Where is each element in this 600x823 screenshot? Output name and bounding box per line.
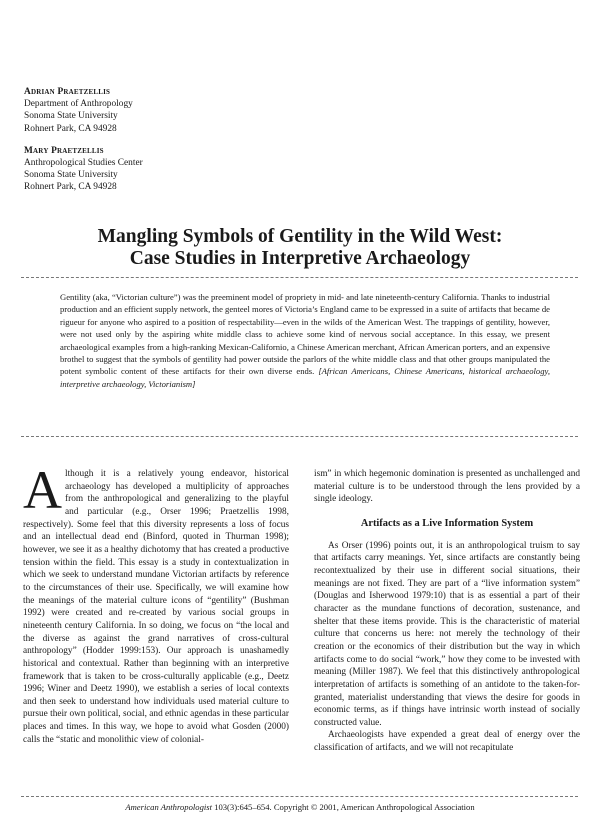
page-footer [0,802,600,812]
abstract-bottom-divider [21,436,578,437]
title-line: Mangling Symbols of Gentility in the Wild West: [97,226,503,247]
intro-text: lthough it is a relatively young endeavor, historical archaeology has developed a multiplicity of approaches from the anthropological and generalizing to the playful and particular (e.g., Orser 1996; Praetzellis 1998, respectively). Some feel that this diversity represents a loss of focus and an intellectual dead end (Binford, quoted in Thurman 1998); however, we see it as a healthy dichotomy that has created a productive tension within the field. This essay is a study in contextualization in which we seek to understand mundane Victorian artifacts by reference to the circumstances of their use. Specifically, we will examine how the meanings of the material culture icons of “gentility” (Bushman 1992) were created and re-created by various social groups in nineteenth century California. In so doing, we focus on “the local and the diverse as against the grand narratives of cross-cultural anthropology” (Hodder 1999:153). Our approach is unashamedly historical and contextual. Rather than beginning with an interpretive framework that is taken to be cross-culturally applicable (e.g., Deetz 1996; Winer and Deetz 1990), we establish a series of local contexts and then seek to understand how individuals used material culture to pursue their own political, social, and ethnic agendas in these particular places and times. In this way, we hope to avoid what Gosden (2000) calls the “static and monolithic view of colonial- [23,469,289,745]
footer-divider [21,796,578,797]
continued-paragraph: ism” in which hegemonic domination is presented as unchallenged and material culture is to be understood through the lens provided by a single ideology. [314,469,580,505]
abstract [60,291,550,390]
abstract-top-divider [21,277,578,278]
body-paragraph: As Orser (1996) points out, it is an anthropological truism to say that artifacts carry meanings. Yet, since artifacts are constantly being recontextualized by their use in different social situations, their meanings are not fixed. They are part of a “live information system” (Douglas and Isherwood 1979:10) that is as essential a part of their character as the mundane functions of decoration, sustenance, and shelter that these items provide. This is the characteristic of material culture that concerns us here: not merely the technology of their creation or the economics of their distribution but the way in which artifacts come to do social “work,” how they come to be invested with meaning (Miller 1987). We feel that this distinctively anthropological interpretation of artifacts is something of an antidote to the taken-for-granted, materialist understanding that views the desire for goods in economic terms, as if things have intrinsic worth instead of socially constructed value. [314,540,580,728]
body-paragraph: Archaeologists have expended a great deal of energy over the classification of artifacts, and we will not recapitulate [314,730,580,754]
right-column [314,468,580,755]
intro-paragraph [23,460,289,746]
author-list [24,86,324,204]
author-address: Rohnert Park, CA 94928 [24,123,117,134]
author-name: Mary Praetzellis [24,145,104,156]
abstract-body: Gentility (aka, “Victorian culture”) was the preeminent model of propriety in mid- and late nineteenth-century California. Thanks to industrial production and an efficient supply network, the genteel mores of Victoria’s England came to be expressed in a suite of artifacts that became de rigueur for anyone who aspired to a position of respectability—even in the wilds of the American West. The trappings of gentility, however, were not used only by the aspiring white middle class to achieve some kind of nervous social acceptance. In this essay, we present archaeological examples from a high-ranking Mexican-Californio, a Chinese American merchant, African American porters, and an expensive brothel to suggest that the symbols of gentility had power outside the parlors of the white middle class and that other groups manipulated the potent symbolic content of these artifacts for their own diverse ends. [60,292,550,377]
left-column [23,460,289,746]
title-line: Case Studies in Interpretive Archaeology [129,248,471,269]
drop-cap: A [23,460,62,520]
author-block [24,86,324,135]
author-department: Anthropological Studies Center [24,158,143,169]
author-address: Rohnert Park, CA 94928 [24,182,117,193]
abstract-keywords: [African Americans, Chinese Americans, historical archaeology, interpretive archaeology, Victorianism] [60,366,550,389]
section-heading: Artifacts as a Live Information System [360,517,534,529]
journal-name: American Anthropologist [125,802,212,812]
citation-text: 103(3):645–654. Copyright © 2001, American Anthropological Association [212,802,475,812]
paper-title [40,226,560,270]
author-institution: Sonoma State University [24,170,118,181]
author-name: Adrian Praetzellis [24,87,111,97]
author-department: Department of Anthropology [24,99,133,110]
author-institution: Sonoma State University [24,111,118,122]
author-block [24,145,324,194]
